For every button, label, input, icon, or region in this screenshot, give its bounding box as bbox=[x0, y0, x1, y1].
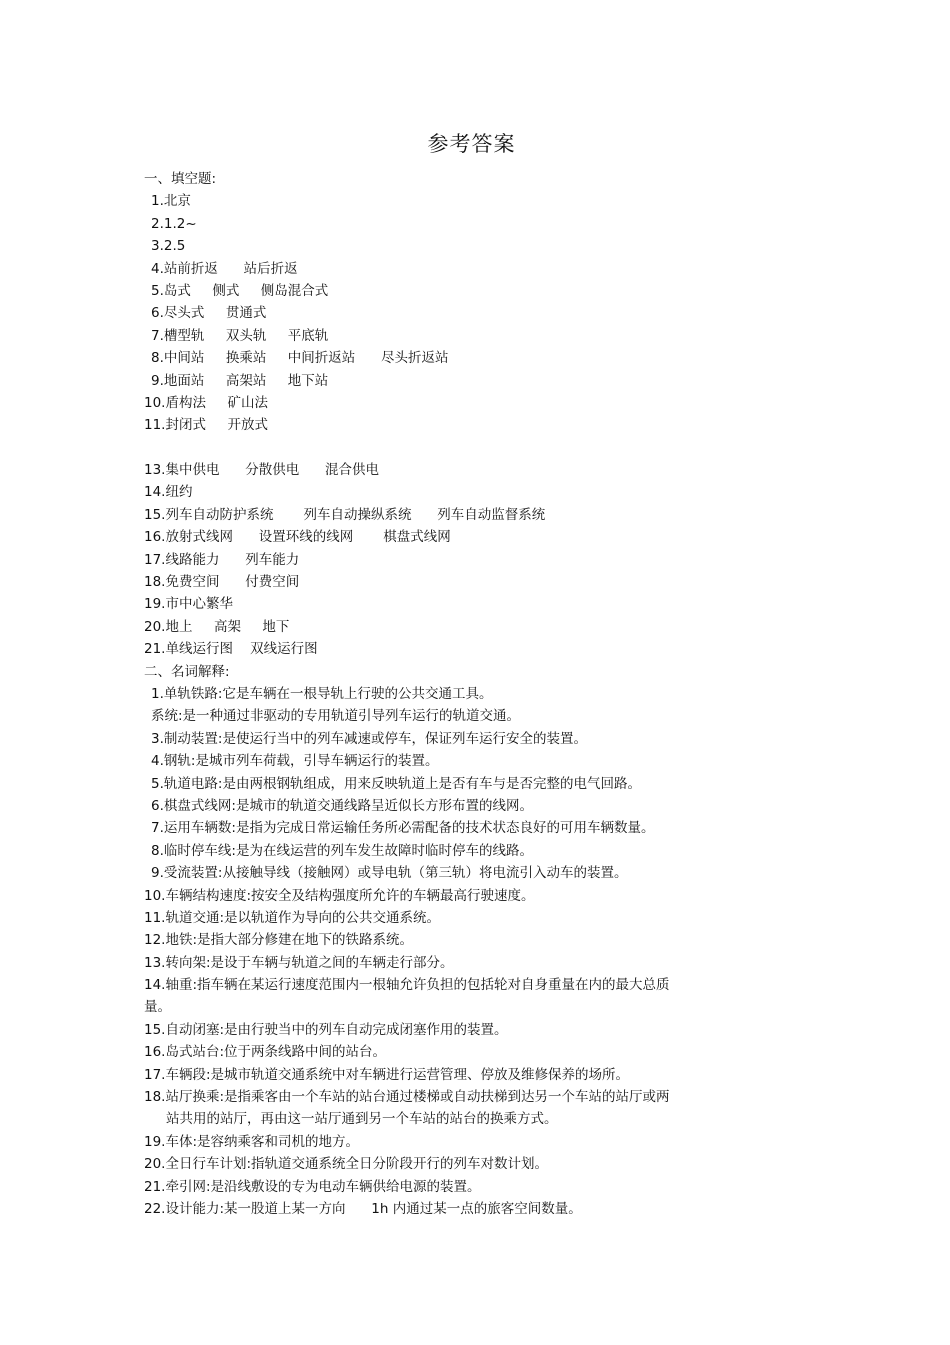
item-answer: 站前折返 站后折返 bbox=[163, 260, 298, 277]
item-number: 8. bbox=[151, 350, 164, 367]
list-item bbox=[144, 235, 744, 257]
item-definition-continued: 站共用的站厅，再由这一站厅通到另一个车站的站台的换乘方式。 bbox=[166, 1111, 558, 1128]
item-definition: 岛式站台:位于两条线路中间的站台。 bbox=[165, 1044, 387, 1061]
list-item bbox=[144, 907, 744, 929]
item-answer: 槽型轨 双头轨 平底轨 bbox=[163, 327, 329, 344]
term-definition-list bbox=[144, 683, 744, 1220]
item-number: 19. bbox=[144, 1133, 166, 1150]
item-answer: 北京 bbox=[163, 193, 191, 210]
list-item bbox=[144, 1086, 744, 1108]
item-definition: 车辆段:是城市轨道交通系统中对车辆进行运营管理、停放及维修保养的场所。 bbox=[165, 1066, 630, 1083]
item-number: 13. bbox=[144, 462, 166, 479]
list-item bbox=[144, 549, 744, 571]
item-number: 11. bbox=[144, 417, 166, 434]
list-item bbox=[144, 1198, 744, 1220]
item-number: 19. bbox=[144, 596, 166, 613]
item-number: 3. bbox=[151, 730, 164, 747]
item-definition: 转向架:是设于车辆与轨道之间的车辆走行部分。 bbox=[165, 954, 454, 971]
section-heading-terms: 二、名词解释: bbox=[144, 663, 230, 680]
list-item bbox=[144, 1176, 744, 1198]
page-title: 参考答案 bbox=[427, 132, 516, 156]
item-number: 10. bbox=[144, 887, 166, 904]
item-number: 4. bbox=[151, 260, 164, 277]
item-number: 6. bbox=[151, 305, 164, 322]
list-item bbox=[144, 1019, 744, 1041]
item-definition: 地铁:是指大部分修建在地下的铁路系统。 bbox=[165, 932, 414, 949]
item-number: 8. bbox=[151, 842, 164, 859]
item-number: 11. bbox=[144, 909, 166, 926]
item-number: 18. bbox=[144, 574, 166, 591]
item-number: 12. bbox=[144, 932, 166, 949]
list-item bbox=[144, 705, 744, 727]
item-number: 13. bbox=[144, 954, 166, 971]
item-number: 21. bbox=[144, 641, 166, 658]
blank-line bbox=[144, 437, 744, 459]
list-item bbox=[144, 392, 744, 414]
item-answer: 地上 高架 地下 bbox=[165, 618, 290, 635]
item-number: 15. bbox=[144, 506, 166, 523]
item-answer: 纽约 bbox=[165, 484, 193, 501]
item-definition: 牵引网:是沿线敷设的专为电动车辆供给电源的装置。 bbox=[165, 1178, 481, 1195]
answer-content bbox=[144, 168, 744, 1220]
list-item bbox=[144, 795, 744, 817]
item-answer: 地面站 高架站 地下站 bbox=[163, 372, 329, 389]
list-item bbox=[144, 370, 744, 392]
item-number: 17. bbox=[144, 551, 166, 568]
item-answer: 免费空间 付费空间 bbox=[165, 574, 300, 591]
list-item bbox=[144, 414, 744, 436]
item-answer: 2.5 bbox=[163, 238, 186, 255]
item-definition-continued: 量。 bbox=[144, 999, 171, 1016]
item-number: 20. bbox=[144, 618, 166, 635]
item-definition: 站厅换乘:是指乘客由一个车站的站台通过楼梯或自动扶梯到达另一个车站的站厅或两 bbox=[165, 1089, 670, 1106]
list-item bbox=[144, 974, 744, 996]
item-number: 9. bbox=[151, 865, 164, 882]
item-number: 16. bbox=[144, 529, 166, 546]
item-answer: 市中心繁华 bbox=[165, 596, 233, 613]
list-item bbox=[144, 862, 744, 884]
list-item bbox=[144, 593, 744, 615]
item-number: 17. bbox=[144, 1066, 166, 1083]
item-answer: 岛式 侧式 侧岛混合式 bbox=[163, 282, 329, 299]
list-item bbox=[144, 1064, 744, 1086]
list-item bbox=[144, 683, 744, 705]
item-number: 2. bbox=[151, 215, 164, 232]
item-definition: 受流装置:从接触导线（接触网）或导电轨（第三轨）将电流引入动车的装置。 bbox=[163, 865, 628, 882]
item-number: 10. bbox=[144, 394, 166, 411]
item-number: 7. bbox=[151, 327, 164, 344]
list-item bbox=[144, 1041, 744, 1063]
item-definition: 自动闭塞:是由行驶当中的列车自动完成闭塞作用的装置。 bbox=[165, 1021, 508, 1038]
item-number: 22. bbox=[144, 1200, 166, 1217]
item-number: 20. bbox=[144, 1156, 166, 1173]
item-number: 5. bbox=[151, 775, 164, 792]
list-item bbox=[144, 728, 744, 750]
item-answer: 尽头式 贯通式 bbox=[163, 305, 267, 322]
item-answer: 线路能力 列车能力 bbox=[165, 551, 300, 568]
item-number: 18. bbox=[144, 1089, 166, 1106]
list-item bbox=[144, 616, 744, 638]
list-item bbox=[144, 750, 744, 772]
item-definition: 单轨铁路:它是车辆在一根导轨上行驶的公共交通工具。 bbox=[163, 685, 493, 702]
item-number: 1. bbox=[151, 193, 164, 210]
item-answer: 封闭式 开放式 bbox=[165, 417, 268, 434]
list-item bbox=[144, 280, 744, 302]
list-item bbox=[144, 773, 744, 795]
list-item bbox=[144, 504, 744, 526]
item-answer: 放射式线网 设置环线的线网 棋盘式线网 bbox=[165, 529, 451, 546]
item-answer: 单线运行图 双线运行图 bbox=[165, 641, 318, 658]
item-definition: 系统:是一种通过非驱动的专用轨道引导列车运行的轨道交通。 bbox=[151, 708, 521, 725]
list-item bbox=[144, 459, 744, 481]
list-item bbox=[144, 481, 744, 503]
list-item bbox=[144, 952, 744, 974]
item-answer: 中间站 换乘站 中间折返站 尽头折返站 bbox=[163, 350, 449, 367]
item-definition: 轴重:指车辆在某运行速度范围内一根轴允许负担的包括轮对自身重量在内的最大总质 bbox=[165, 977, 670, 994]
list-item bbox=[144, 817, 744, 839]
item-definition: 轨道电路:是由两根钢轨组成，用来反映轨道上是否有车与是否完整的电气回路。 bbox=[163, 775, 641, 792]
list-item bbox=[144, 325, 744, 347]
item-number: 14. bbox=[144, 977, 166, 994]
list-item bbox=[144, 571, 744, 593]
list-item bbox=[144, 258, 744, 280]
item-number: 3. bbox=[151, 238, 164, 255]
list-item bbox=[144, 302, 744, 324]
item-number: 15. bbox=[144, 1021, 166, 1038]
item-number: 14. bbox=[144, 484, 166, 501]
item-answer: 1.2~ bbox=[163, 215, 197, 232]
list-item bbox=[144, 1153, 744, 1175]
item-number: 6. bbox=[151, 797, 164, 814]
item-definition: 运用车辆数:是指为完成日常运输任务所必需配备的技术状态良好的可用车辆数量。 bbox=[163, 820, 655, 837]
item-definition: 临时停车线:是为在线运营的列车发生故障时临时停车的线路。 bbox=[163, 842, 533, 859]
list-item bbox=[144, 190, 744, 212]
item-definition: 轨道交通:是以轨道作为导向的公共交通系统。 bbox=[165, 909, 441, 926]
list-item bbox=[144, 929, 744, 951]
item-number bbox=[144, 708, 151, 724]
item-number: 7. bbox=[151, 820, 164, 837]
item-definition: 棋盘式线网:是城市的轨道交通线路呈近似长方形布置的线网。 bbox=[163, 797, 533, 814]
list-item bbox=[144, 526, 744, 548]
item-definition: 制动装置:是使运行当中的列车减速或停车，保证列车运行安全的装置。 bbox=[163, 730, 587, 747]
list-item bbox=[144, 638, 744, 660]
item-definition: 设计能力:某一股道上某一方向 1h 内通过某一点的旅客空间数量。 bbox=[165, 1200, 582, 1217]
list-item bbox=[144, 840, 744, 862]
item-answer: 集中供电 分散供电 混合供电 bbox=[165, 462, 379, 479]
section-heading-fill-blank: 一、填空题: bbox=[144, 171, 217, 187]
item-definition: 车辆结构速度:按安全及结构强度所允许的车辆最高行驶速度。 bbox=[165, 887, 535, 904]
item-definition: 全日行车计划:指轨道交通系统全日分阶段开行的列车对数计划。 bbox=[165, 1156, 549, 1173]
item-number: 1. bbox=[151, 685, 164, 702]
fill-blank-list bbox=[144, 190, 744, 660]
item-number: 4. bbox=[151, 753, 164, 770]
list-item bbox=[144, 347, 744, 369]
item-number: 9. bbox=[151, 372, 164, 389]
item-answer: 盾构法 矿山法 bbox=[165, 394, 268, 411]
item-number: 21. bbox=[144, 1178, 166, 1195]
list-item bbox=[144, 1131, 744, 1153]
item-answer: 列车自动防护系统 列车自动操纵系统 列车自动监督系统 bbox=[165, 506, 546, 523]
item-number: 16. bbox=[144, 1044, 166, 1061]
list-item bbox=[144, 885, 744, 907]
list-item bbox=[144, 213, 744, 235]
item-number: 5. bbox=[151, 282, 164, 299]
item-definition: 车体:是容纳乘客和司机的地方。 bbox=[165, 1133, 360, 1150]
item-definition: 钢轨:是城市列车荷载，引导车辆运行的装置。 bbox=[163, 753, 439, 770]
